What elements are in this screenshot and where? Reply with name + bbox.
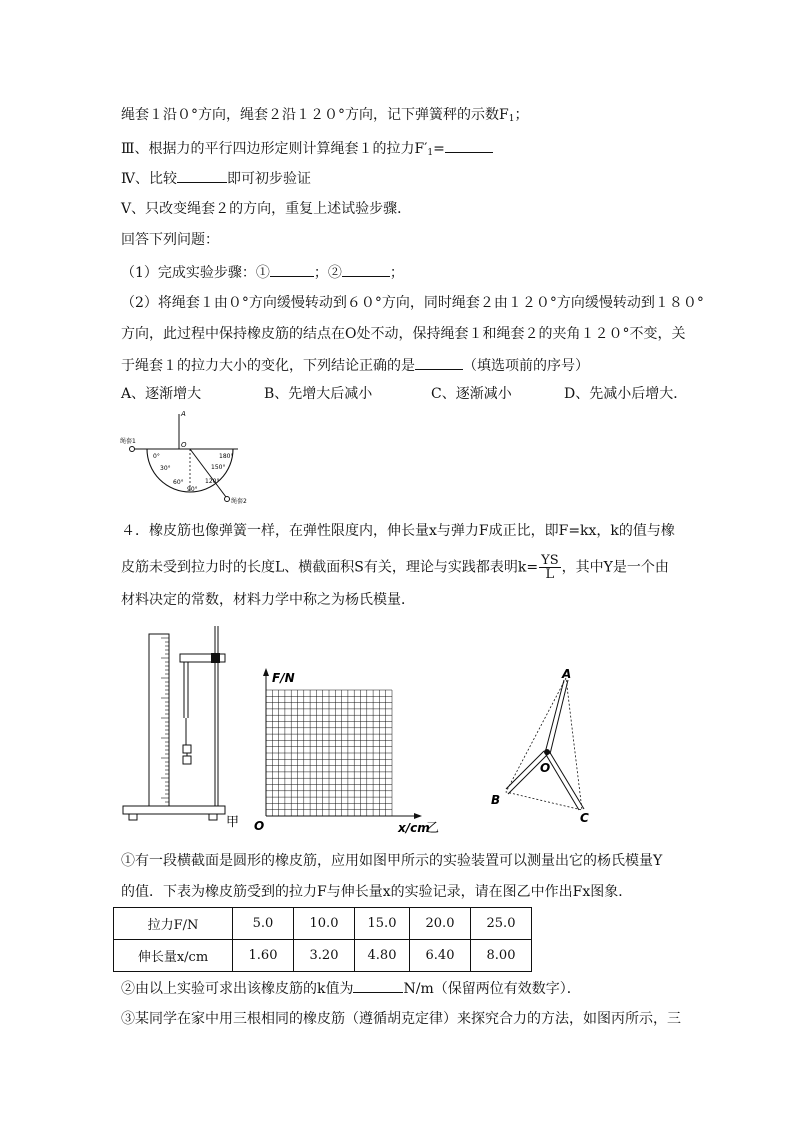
rope1-label: 绳套1 [120, 438, 136, 445]
step-V: Ⅴ、只改变绳套２的方向，重复上述试验步骤． [121, 201, 412, 217]
apparatus-figure-jia [120, 622, 245, 828]
figure-jia-label: 甲 [226, 815, 240, 830]
tick-120: 120° [205, 478, 220, 485]
x-axis-label: x/cm [398, 821, 430, 835]
table-row [114, 940, 532, 972]
table-header-extension: 伸长量x/cm [114, 940, 233, 972]
part1-line-2: 的值．下表为橡皮筋受到的拉力F与伸长量x的实验记录，请在图乙中作出Fx图象． [121, 884, 633, 900]
point-a-label: A [181, 410, 186, 418]
question-2-line-2: 方向，此过程中保持橡皮筋的结点在O处不动，保持绳套１和绳套２的夹角１２０°不变，关 [121, 326, 686, 342]
table-cell: 5.0 [233, 908, 294, 940]
tick-90: 90° [187, 486, 198, 493]
point-o-label: O [540, 761, 551, 775]
table-cell: 4.80 [355, 940, 410, 972]
part2-line: ②由以上实验可求出该橡皮筋的k值为 N/m（保留两位有效数字）． [121, 978, 581, 998]
table-cell: 20.0 [410, 908, 471, 940]
answer-blank-choice[interactable] [415, 355, 463, 370]
point-o-label: O [181, 441, 187, 449]
option-d[interactable]: D、先减小后增大． [564, 386, 688, 402]
tick-150: 150° [211, 464, 226, 471]
step-IV: Ⅳ、比较 即可初步验证 [121, 168, 311, 188]
rubber-band-figure-bing [488, 668, 598, 828]
option-a[interactable]: A、逐渐增大 [121, 386, 202, 402]
part3-line: ③某同学在家中用三根相同的橡皮筋（遵循胡克定律）来探究合力的方法，如图丙所示，三 [121, 1011, 681, 1027]
answer-blank-1[interactable] [270, 262, 314, 277]
tick-180: 180° [219, 453, 234, 460]
table-cell: 10.0 [294, 908, 355, 940]
option-b[interactable]: B、先增大后减小 [264, 386, 373, 402]
part1-line-1: ①有一段横截面是圆形的橡皮筋，应用如图甲所示的实验装置可以测量出它的杨氏模量Y [121, 853, 663, 869]
data-table [113, 907, 532, 972]
grid-figure-yi [250, 668, 450, 838]
table-header-force: 拉力F/N [114, 908, 233, 940]
q4-line-1: ４．橡皮筋也像弹簧一样，在弹性限度内，伸长量x与弹力F成正比，即F=kx，k的值与橡 [121, 523, 675, 539]
option-c[interactable]: C、逐渐减小 [431, 386, 512, 402]
table-cell: 6.40 [410, 940, 471, 972]
table-cell: 3.20 [294, 940, 355, 972]
figure-yi-label: 乙 [426, 821, 440, 836]
q4-line-2: 皮筋未受到拉力时的长度L、横截面积S有关，理论与实践都表明k= $\frac{YS}{L}$ ，其中Y是一个由 [121, 553, 669, 582]
answer-blank-k[interactable] [353, 978, 403, 993]
formula-fraction: $\frac{YS}{L}$ [541, 553, 559, 582]
point-b-label: B [491, 793, 501, 807]
point-a-label: A [562, 667, 572, 681]
point-c-label: C [580, 811, 589, 825]
y-axis-label: F/N [272, 671, 295, 685]
rope2-label: 绳套2 [231, 498, 247, 505]
step-line-1: 绳套１沿０°方向，绳套２沿１２０°方向，记下弹簧秤的示数$F_1$； [121, 107, 529, 124]
answer-blank-compare[interactable] [177, 168, 227, 183]
questions-intro: 回答下列问题： [121, 232, 219, 248]
tick-0: 0° [153, 453, 160, 460]
step-III: Ⅲ、根据力的平行四边形定则计算绳套１的拉力$F'_1=$ [121, 138, 493, 162]
table-cell: 15.0 [355, 908, 410, 940]
table-cell: 8.00 [471, 940, 532, 972]
question-2-line-3: 于绳套１的拉力大小的变化，下列结论正确的是 （填选项前的序号） [121, 355, 589, 375]
table-cell: 25.0 [471, 908, 532, 940]
question-2-line-1: （2）将绳套１由０°方向缓慢转动到６０°方向，同时绳套２由１２０°方向缓慢转动到１８０° [121, 295, 704, 311]
q4-line-3: 材料决定的常数，材料力学中称之为杨氏模量． [121, 592, 415, 608]
tick-30: 30° [160, 465, 171, 472]
origin-label: O [254, 819, 265, 833]
table-cell: 1.60 [233, 940, 294, 972]
answer-blank-2[interactable] [342, 262, 390, 277]
answer-blank-f1[interactable] [445, 138, 493, 153]
protractor-figure [120, 408, 260, 508]
question-1: （1）完成实验步骤：① ；② ； [121, 262, 404, 282]
tick-60: 60° [173, 479, 184, 486]
table-row [114, 908, 532, 940]
